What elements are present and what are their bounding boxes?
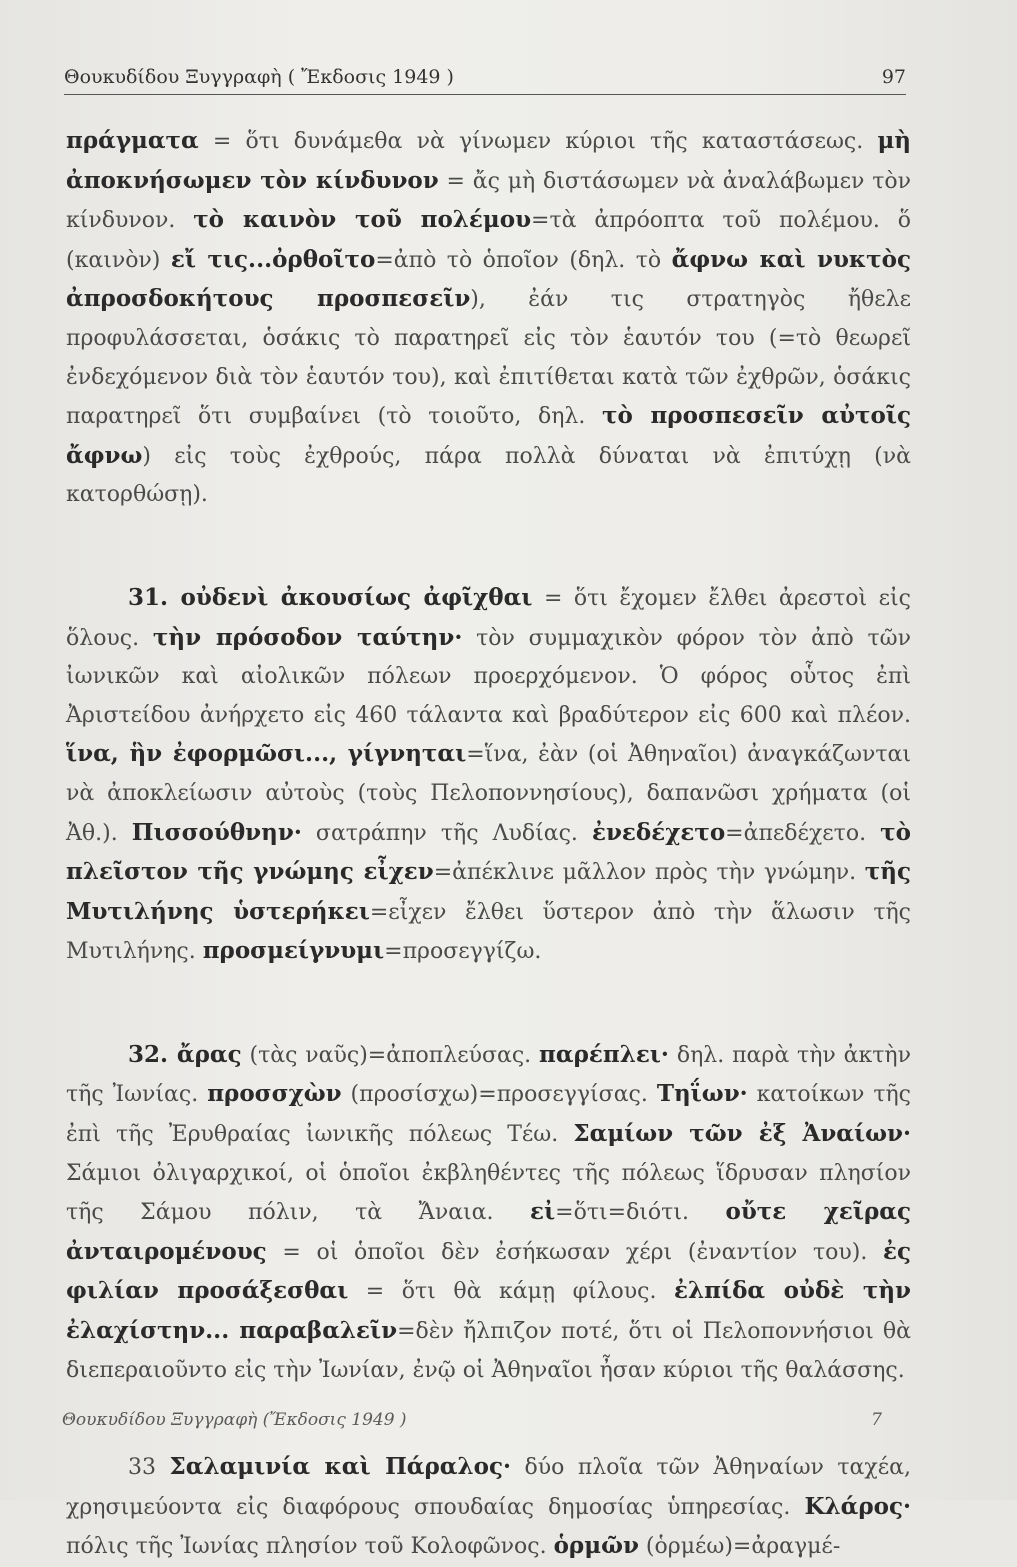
- paragraph-commentary-32: [66, 1036, 911, 1390]
- gloss-text: ) εἰς τοὺς ἐχθρούς, πάρα πολλὰ δύναται νὰ ἐπιτύχῃ (νὰ κατορθώσῃ).: [66, 443, 911, 508]
- gloss-text: =εἶχεν ἔλθει ὕστερον ἀπὸ τὴν ἅλωσιν τῆς Μυτιλήνης.: [66, 899, 912, 965]
- gloss-text: πόλις τῆς Ἰωνίας πλησίον τοῦ Κολοφῶνος.: [66, 1534, 554, 1560]
- glossed-term: ἐλπίδα οὐδὲ τὴν ἐλαχίστην... παραβαλεῖν: [66, 1277, 911, 1345]
- glossed-term: τὸ προσπεσεῖν αὐτοῖς ἄφνω: [66, 402, 911, 469]
- page-number: 97: [881, 66, 906, 88]
- gloss-text: = οἱ ὁποῖοι δὲν ἐσήκωσαν χέρι (ἐναντίον του).: [266, 1239, 883, 1265]
- glossed-term: τὸ καινὸν τοῦ πολέμου: [193, 206, 532, 234]
- glossed-term: ἄφνω καὶ νυκτὸς ἀπροσδοκήτους προσπεσεῖν: [66, 245, 911, 313]
- gloss-text: (ὁρμέω)=ἀραγμέ-: [638, 1534, 841, 1560]
- gloss-text: τὸν συμμαχικὸν φόρον τὸν ἀπὸ τῶν ἰωνικῶν καὶ αἰολικῶν πόλεων προερχόμενον. Ὁ φόρος οὗτος ἐπὶ Ἀριστείδου ἀνήρχετο εἰς 460 τάλαντα καὶ βραδύτερον εἰς 600 καὶ πλέον.: [66, 625, 911, 728]
- paragraph-commentary-30: [66, 122, 911, 515]
- gloss-text: = ἄς μὴ διστάσωμεν νὰ ἀναλάβωμεν τὸν κίνδυνον.: [66, 168, 911, 234]
- glossed-term: Σαμίων τῶν ἐξ Ἀναίων·: [573, 1120, 911, 1148]
- gloss-text: =ἀπεδέχετο.: [725, 820, 881, 846]
- glossed-term: ἐνεδέχετο: [591, 818, 726, 846]
- gloss-text: =ἵνα, ἐὰν (οἱ Ἀθηναῖοι) ἀναγκάζωνται νὰ ἀποκλείωσιν αὐτοὺς (τοὺς Πελοποννησίους), δαπανῶσι χρήματα (οἱ Ἀθ.).: [66, 742, 911, 846]
- gloss-text: Σάμιοι ὀλιγαρχικοί, οἱ ὁποῖοι ἐκβληθέντες τῆς πόλεως ἵδρυσαν πλησίον τῆς Σάμου πόλιν, τὰ Ἄναια.: [66, 1160, 911, 1226]
- glossed-term: προσσχὼν: [207, 1080, 342, 1108]
- gloss-text: 33: [128, 1455, 170, 1481]
- footer-title: Θουκυδίδου Ξυγγραφὴ (Ἔκδοσις 1949 ): [62, 1410, 407, 1430]
- gloss-text: δηλ. παρὰ τὴν ἀκτὴν τῆς Ἰωνίας.: [66, 1042, 911, 1108]
- gloss-text: = ὅτι δυνάμεθα νὰ γίνωμεν κύριοι τῆς καταστάσεως.: [198, 129, 878, 154]
- gloss-text: =τὰ ἀπρόοπτα τοῦ πολέμου. ὅ (καινὸν): [66, 208, 911, 273]
- paragraph-commentary-33: [66, 1448, 911, 1567]
- gloss-text: σατράπην τῆς Λυδίας.: [301, 820, 592, 846]
- gloss-text: κατοίκων τῆς ἐπὶ τῆς Ἐρυθραίας ἰωνικῆς πόλεως Τέω.: [66, 1082, 912, 1148]
- running-header: [64, 66, 906, 95]
- glossed-term: 32. ἄρας: [128, 1040, 242, 1068]
- gloss-text: = ὅτι θὰ κάμῃ φίλους.: [348, 1279, 675, 1305]
- glossed-term: πράγματα: [66, 127, 199, 154]
- gloss-text: (προσίσχω)=προσεγγίσας.: [341, 1082, 657, 1108]
- glossed-term: εἴ τις...ὀρθοῖτο: [170, 245, 376, 273]
- glossed-term: οὔτε χεῖρας ἀνταιρομένους: [66, 1198, 911, 1265]
- signature-mark: 7: [871, 1410, 882, 1430]
- glossed-term: τὴν πρόσοδον ταύτην·: [152, 623, 463, 651]
- glossed-term: τὸ πλεῖστον τῆς γνώμης εἶχεν: [66, 818, 911, 886]
- glossed-term: Σαλαμινία καὶ Πάραλος·: [169, 1453, 511, 1481]
- gloss-text: =ἀπὸ τὸ ὁποῖον (δηλ. τὸ: [375, 247, 672, 273]
- glossed-term: 31. οὐδενὶ ἀκουσίως ἀφῖχθαι: [128, 583, 533, 611]
- gloss-text: =ἀπέκλινε μᾶλλον πρὸς τὴν γνώμην.: [433, 860, 865, 886]
- glossed-term: προσμείγνυμι: [202, 937, 385, 965]
- glossed-term: Τηΐων·: [656, 1080, 748, 1108]
- gloss-text: = ὅτι ἔχομεν ἔλθει ἀρεστοὶ εἰς ὅλους.: [66, 585, 911, 651]
- glossed-term: Πισσούθνην·: [131, 818, 302, 846]
- printer-signature-line: [62, 1410, 882, 1436]
- glossed-term: παρέπλει·: [539, 1040, 669, 1068]
- glossed-term: τῆς Μυτιλήνης ὑστερήκει: [66, 858, 911, 925]
- glossed-term: ἵνα, ἣν ἐφορμῶσι..., γίγνηται: [66, 740, 467, 768]
- gloss-text: (τὰς ναῦς)=ἀποπλεύσας.: [241, 1042, 540, 1068]
- gloss-text: =δὲν ἤλπιζον ποτέ, ὅτι οἱ Πελοποννήσιοι θὰ διεπεραιοῦντο εἰς τὴν Ἰωνίαν, ἐνῷ οἱ Ἀθηναῖοι ἦσαν κύριοι τῆς θαλάσσης.: [66, 1319, 911, 1383]
- gloss-text: =ὅτι=διότι.: [555, 1200, 726, 1226]
- glossed-term: ὁρμῶν: [553, 1532, 639, 1560]
- commentary-body: [66, 122, 911, 1567]
- gloss-text: δύο πλοῖα τῶν Ἀθηναίων ταχέα, χρησιμεύοντα εἰς διαφόρους σπουδαίας δημοσίας ὑπηρεσίας.: [66, 1455, 911, 1520]
- header-title: Θουκυδίδου Ξυγγραφὴ ( Ἔκδοσις 1949 ): [64, 66, 454, 88]
- glossed-term: ἐς φιλίαν προσάξεσθαι: [66, 1237, 911, 1305]
- glossed-term: εἰ: [530, 1198, 556, 1226]
- paragraph-commentary-31: [66, 579, 911, 972]
- gloss-text: =προσεγγίζω.: [384, 939, 542, 965]
- gloss-text: ), ἐάν τις στρατηγὸς ἤθελε προφυλάσσεται, ὁσάκις τὸ παρατηρεῖ εἰς τὸν ἑαυτόν του (=τὸ θεωρεῖ ἐνδεχόμενον διὰ τὸν ἑαυτόν του), καὶ ἐπιτίθεται κατὰ τῶν ἐχθρῶν, ὁσάκις παρατηρεῖ ὅτι συμβαίνει (τὸ τοιοῦτο, δηλ.: [66, 287, 911, 430]
- glossed-term: Κλάρος·: [804, 1492, 911, 1520]
- glossed-term: μὴ ἀποκνήσωμεν τὸν κίνδυνον: [66, 127, 911, 194]
